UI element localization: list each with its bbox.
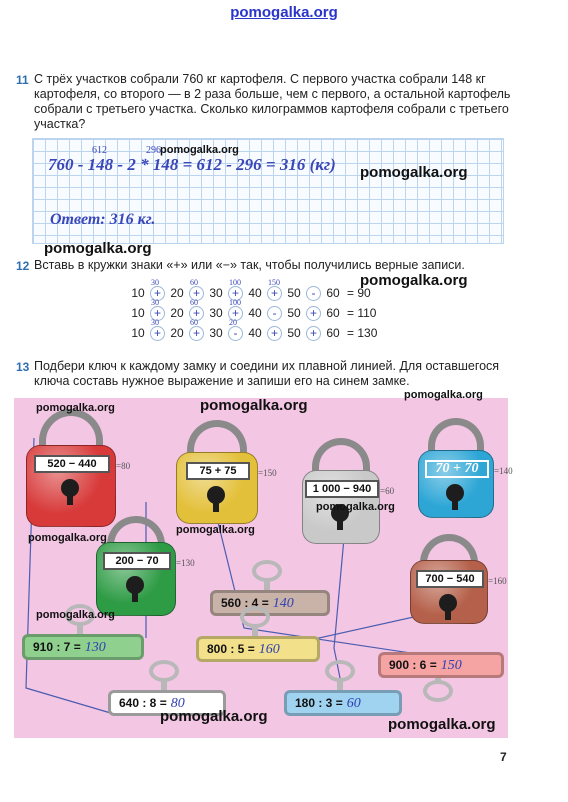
keyhole-icon (207, 486, 225, 504)
task-12-number: 12 (16, 259, 30, 273)
lock-value-note: =80 (116, 461, 131, 471)
key-ring-icon (149, 660, 179, 682)
lock-value-note: =160 (488, 576, 507, 586)
key-tag[interactable] (284, 690, 402, 716)
equation-number: 40 (248, 326, 262, 340)
partial-sum-note: 30 (151, 318, 159, 328)
keyhole-icon (126, 576, 144, 594)
watermark[interactable]: pomogalka.org (28, 532, 107, 544)
partial-sum-note: 60 (190, 318, 198, 328)
partial-sum-note: 100 (229, 298, 241, 308)
watermark[interactable]: pomogalka.org (160, 144, 239, 156)
keyhole-icon (446, 484, 464, 502)
task-11-note-296: 296 (146, 145, 161, 156)
lock-expression: 70 + 70 (425, 460, 489, 478)
partial-sum-note: 60 (190, 298, 198, 308)
key-ring-icon (325, 660, 355, 682)
sign-circle[interactable]: + 30 (150, 326, 165, 341)
sign-circle[interactable]: - (306, 286, 321, 301)
watermark[interactable]: pomogalka.org (160, 708, 268, 725)
watermark[interactable]: pomogalka.org (388, 716, 496, 733)
lock-expression: 520 − 440 (34, 455, 110, 473)
key-answer: 130 (84, 640, 106, 655)
equation-number: 20 (170, 286, 184, 300)
site-header[interactable]: pomogalka.org (230, 4, 338, 21)
equation-number: 20 (170, 306, 184, 320)
equation-number: 10 (131, 306, 145, 320)
task-11-solution: 760 - 148 - 2 * 148 = 612 - 296 = 316 (кг) (48, 155, 336, 174)
key-tag[interactable] (210, 590, 330, 616)
equation-result: = 130 (347, 326, 378, 340)
watermark[interactable]: pomogalka.org (36, 609, 115, 621)
key-expression: 910 : 7 = (33, 640, 81, 654)
lock-expression: 75 + 75 (186, 462, 250, 480)
equation-number: 60 (326, 306, 340, 320)
task-13-text: Подбери ключ к каждому замку и соедини их плавной линией. Для оставшегося ключа составь нужное выражение и запиши его на синем замке. (34, 359, 500, 388)
partial-sum-note: 150 (268, 278, 280, 288)
watermark[interactable]: pomogalka.org (36, 402, 115, 414)
equation-number: 10 (131, 286, 145, 300)
equation-row (128, 278, 371, 301)
partial-sum-note: 20 (229, 318, 237, 328)
task-11-answer: Ответ: 316 кг. (50, 211, 156, 228)
key-tag[interactable] (22, 634, 144, 660)
equation-number: 10 (131, 326, 145, 340)
sign-circle[interactable]: + 60 (189, 306, 204, 321)
key-ring-icon (240, 606, 270, 628)
watermark[interactable]: pomogalka.org (200, 397, 308, 414)
sign-circle[interactable]: + (306, 326, 321, 341)
page-number: 7 (500, 750, 507, 764)
sign-circle[interactable]: + 100 (229, 278, 241, 301)
key-expression: 900 : 6 = (389, 658, 437, 672)
partial-sum-note: 30 (151, 298, 159, 308)
sign-circle[interactable]: + (267, 326, 282, 341)
key-expression: 800 : 5 = (207, 642, 255, 656)
watermark[interactable]: pomogalka.org (404, 389, 483, 401)
sign-circle[interactable]: + 60 (189, 326, 204, 341)
watermark[interactable]: pomogalka.org (316, 501, 395, 513)
key-expression: 560 : 4 = (221, 596, 269, 610)
task-11-text: С трёх участков собрали 760 кг картофеля. С первого участка собрали 148 кг картофеля, со второго — в 2 раза больше, чем с первого, а остальной картофель собрали с третьего участка. Сколько килограммов картофеля собрали с третьего участка? (34, 72, 511, 131)
sign-circle[interactable]: + 100 (229, 298, 241, 321)
key-answer: 80 (170, 696, 185, 711)
task-13-number: 13 (16, 360, 30, 374)
equation-number: 40 (248, 306, 262, 320)
sign-circle[interactable]: - 20 (228, 326, 243, 341)
sign-circle[interactable]: + (306, 306, 321, 321)
keyhole-icon (439, 594, 457, 612)
partial-sum-note: 30 (151, 278, 159, 288)
key-ring-icon (423, 680, 453, 702)
partial-sum-note: 60 (190, 278, 198, 288)
watermark[interactable]: pomogalka.org (44, 240, 152, 257)
key-answer: 60 (346, 696, 361, 711)
equation-number: 60 (326, 326, 340, 340)
equation-number: 50 (287, 286, 301, 300)
key-tag[interactable] (378, 652, 504, 678)
task-12-text: Вставь в кружки знаки «+» или «−» так, чтобы получились верные записи. (34, 258, 465, 272)
equation-number: 50 (287, 306, 301, 320)
equation-number: 30 (209, 286, 223, 300)
equation-result: = 90 (347, 286, 371, 300)
watermark[interactable]: pomogalka.org (360, 164, 468, 181)
sign-circle[interactable]: + 30 (150, 286, 165, 301)
lock-expression: 700 − 540 (416, 570, 484, 588)
task-11-note-612: 612 (92, 145, 107, 156)
equation-row (128, 298, 377, 321)
equation-row (128, 318, 378, 341)
sign-circle[interactable]: + 150 (268, 278, 280, 301)
keyhole-icon (61, 479, 79, 497)
lock-value-note: =130 (176, 558, 195, 568)
lock-value-note: =140 (494, 466, 513, 476)
equation-number: 40 (248, 286, 262, 300)
watermark[interactable]: pomogalka.org (176, 524, 255, 536)
equation-number: 60 (326, 286, 340, 300)
key-ring-icon (252, 560, 282, 582)
key-answer: 150 (440, 658, 462, 673)
key-answer: 160 (258, 642, 280, 657)
equation-number: 50 (287, 326, 301, 340)
equation-number: 30 (209, 306, 223, 320)
task-11-number: 11 (16, 73, 29, 87)
sign-circle[interactable]: - (267, 306, 282, 321)
lock-expression: 200 − 70 (103, 552, 171, 570)
sign-circle[interactable]: + 60 (189, 286, 204, 301)
lock-value-note: =60 (380, 486, 395, 496)
equation-result: = 110 (347, 306, 377, 320)
equation-number: 20 (170, 326, 184, 340)
lock-value-note: =150 (258, 468, 277, 478)
key-answer: 140 (272, 596, 294, 611)
watermark[interactable]: pomogalka.org (360, 272, 468, 289)
key-tag[interactable] (196, 636, 320, 662)
key-expression: 180 : 3 = (295, 696, 343, 710)
partial-sum-note: 100 (229, 278, 241, 288)
lock-expression: 1 000 − 940 (305, 480, 379, 498)
equation-number: 30 (209, 326, 223, 340)
key-expression: 640 : 8 = (119, 696, 167, 710)
sign-circle[interactable]: + 30 (150, 306, 165, 321)
